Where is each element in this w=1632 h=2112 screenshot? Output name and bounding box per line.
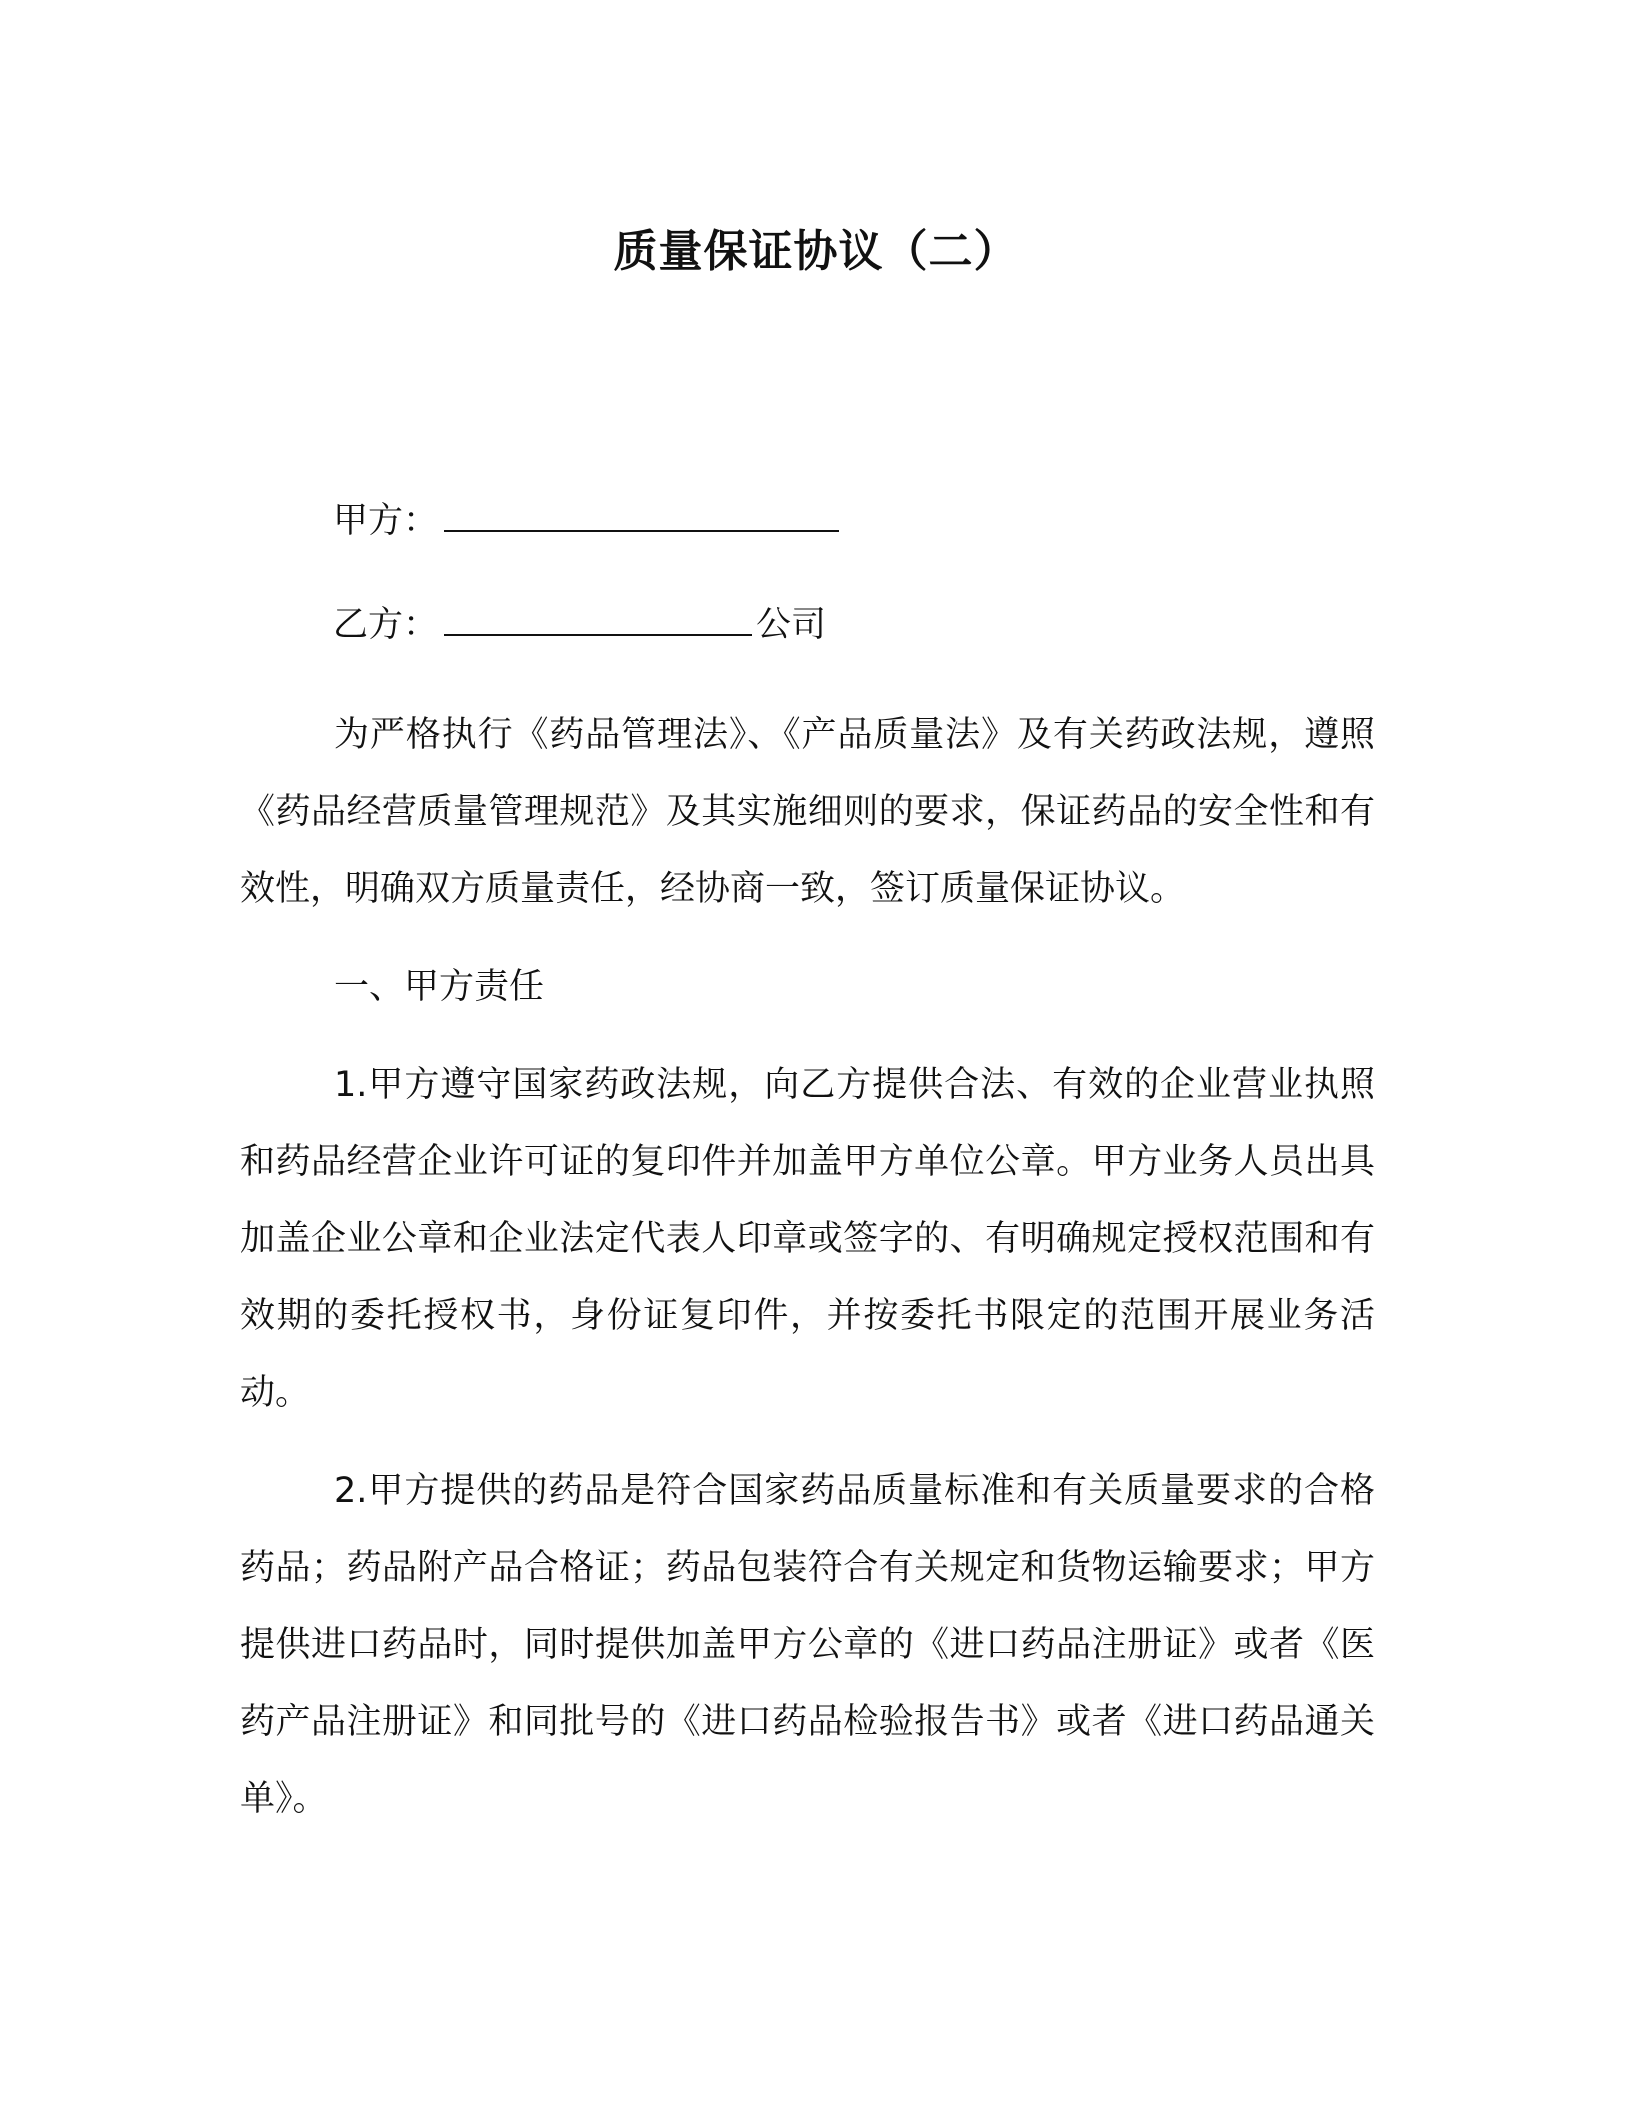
party-b-line [333, 600, 826, 650]
section-heading-party-a-duties: 一、甲方责任 [334, 967, 545, 1007]
party-b-suffix: 公司 [756, 605, 827, 645]
party-b-blank [444, 600, 752, 636]
document-body [240, 697, 1375, 1859]
party-a-label: 甲方： [333, 501, 439, 541]
party-b-label: 乙方： [333, 605, 439, 645]
intro-paragraph: 为严格执行《药品管理法》、《产品质量法》及有关药政法规，遵照《药品经营质量管理规范》及其实施细则的要求，保证药品的安全性和有效性，明确双方质量责任，经协商一致，签订质量保证协议。 [240, 715, 1375, 909]
clause-1-paragraph: 1.甲方遵守国家药政法规，向乙方提供合法、有效的企业营业执照和药品经营企业许可证的复印件并加盖甲方单位公章。甲方业务人员出具加盖企业公章和企业法定代表人印章或签字的、有明确规定授权范围和有效期的委托授权书，身份证复印件，并按委托书限定的范围开展业务活动。 [240, 1065, 1375, 1413]
party-a-line [333, 496, 843, 546]
party-a-blank [444, 496, 839, 532]
document-title: 质量保证协议（二） [613, 226, 1019, 277]
clause-2-paragraph: 2.甲方提供的药品是符合国家药品质量标准和有关质量要求的合格药品；药品附产品合格证；药品包装符合有关规定和货物运输要求；甲方提供进口药品时，同时提供加盖甲方公章的《进口药品注册证》或者《医药产品注册证》和同批号的《进口药品检验报告书》或者《进口药品通关单》。 [240, 1471, 1375, 1819]
